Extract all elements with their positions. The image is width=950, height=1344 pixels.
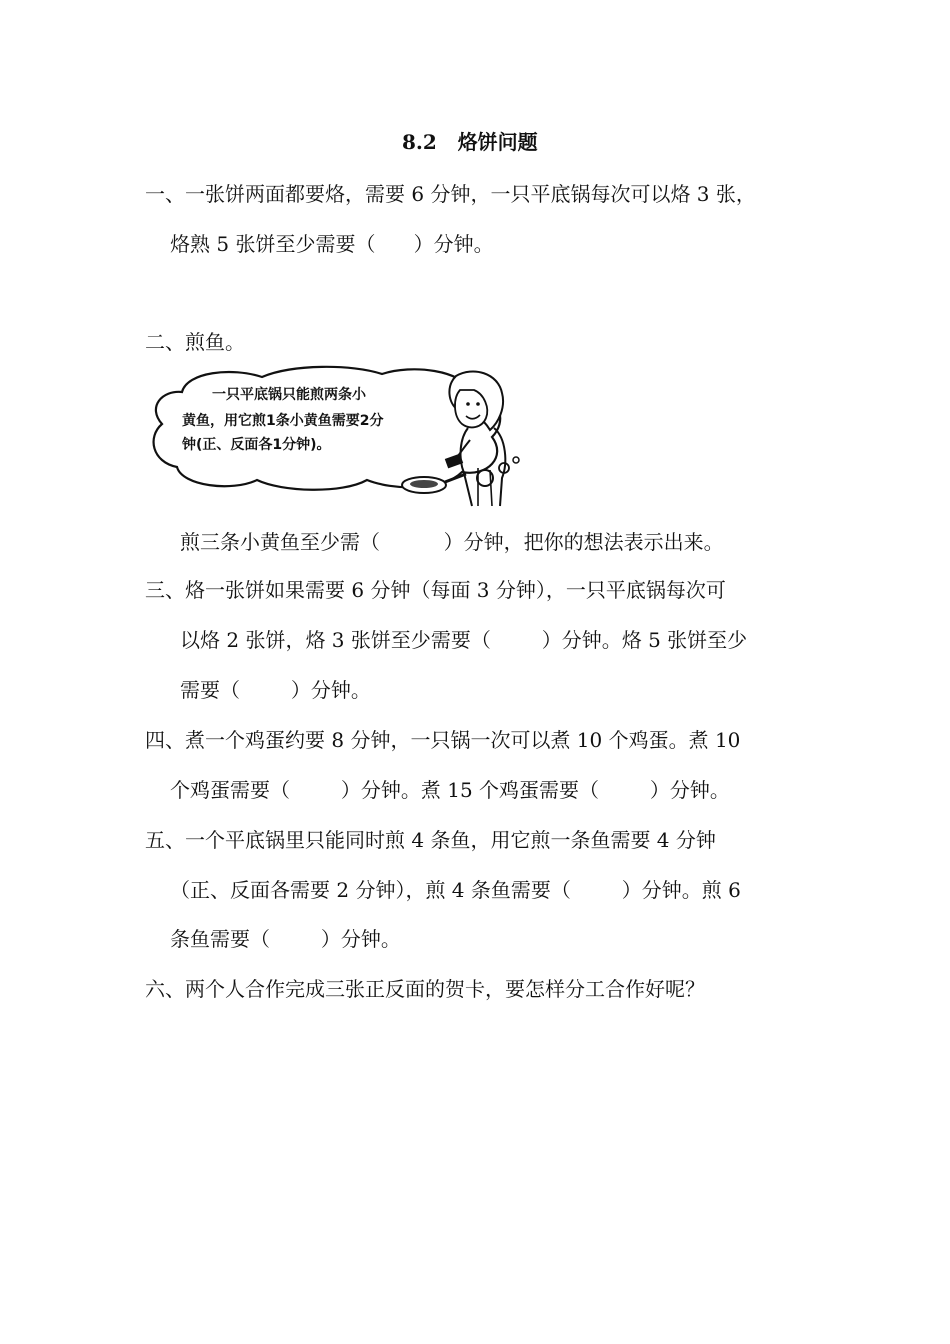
- q5-line-1: 五、一个平底锅里只能同时煎 4 条鱼，用它煎一条鱼需要 4 分钟: [145, 828, 716, 852]
- bubble-line-2: 黄鱼，用它煎1条小黄鱼需要2分: [182, 413, 384, 429]
- bubble-line-1: 一只平底锅只能煎两条小: [212, 387, 366, 403]
- q1-line-1: 一、一张饼两面都要烙，需要 6 分钟，一只平底锅每次可以烙 3 张，: [145, 182, 756, 206]
- page-title: 8.2 烙饼问题: [402, 130, 538, 154]
- q5-line-2: （正、反面各需要 2 分钟），煎 4 条鱼需要（ ）分钟。煎 6: [170, 878, 741, 902]
- bubble-line-3: 钟(正、反面各1分钟)。: [182, 437, 331, 453]
- q3-line-3: 需要（ ）分钟。: [180, 678, 371, 702]
- q4-line-2: 个鸡蛋需要（ ）分钟。煮 15 个鸡蛋需要（ ）分钟。: [170, 778, 730, 802]
- q4-line-1: 四、煮一个鸡蛋约要 8 分钟，一只锅一次可以煮 10 个鸡蛋。煮 10: [145, 728, 741, 752]
- q2-question: 煎三条小黄鱼至少需（ ）分钟，把你的想法表示出来。: [180, 530, 724, 554]
- q6-line-1: 六、两个人合作完成三张正反面的贺卡，要怎样分工合作好呢？: [145, 977, 705, 1001]
- q1-line-2: 烙熟 5 张饼至少需要（ ）分钟。: [170, 232, 494, 256]
- q2-heading: 二、煎鱼。: [145, 330, 245, 354]
- q3-line-2: 以烙 2 张饼，烙 3 张饼至少需要（ ）分钟。烙 5 张饼至少: [180, 628, 748, 652]
- q3-line-1: 三、烙一张饼如果需要 6 分钟（每面 3 分钟），一只平底锅每次可: [145, 578, 726, 602]
- woman-cooking-illustration: [398, 368, 528, 508]
- q5-line-3: 条鱼需要（ ）分钟。: [170, 927, 401, 951]
